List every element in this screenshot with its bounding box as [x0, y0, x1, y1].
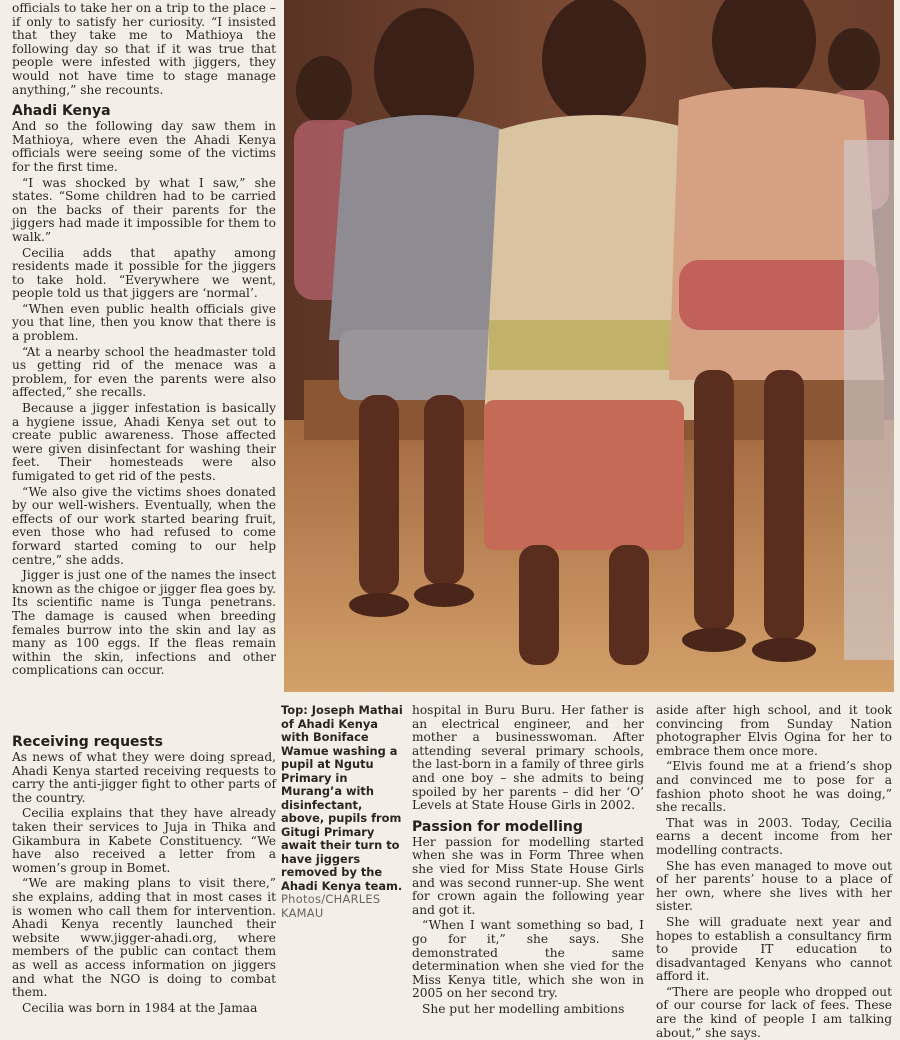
section-heading-receiving-requests: Receiving requests — [12, 734, 163, 750]
article-paragraph: “We are making plans to visit there,” she explains, adding that in most cases it is women who call them for intervention. Ahadi Kenya recently launched their website www.jigger-ahadi.org, where members of the public can contact them as well as access information on jiggers and what the NGO is doing to combat them. — [12, 876, 276, 1000]
photo-caption — [281, 704, 405, 920]
article-paragraph: That was in 2003. Today, Cecilia earns a decent income from her modelling contracts. — [656, 815, 892, 857]
article-paragraph: aside after high school, and it took convincing from Sunday Nation photographer Elvis Ogina for her to embrace them once more. — [656, 703, 892, 758]
article-paragraph: She will graduate next year and hopes to establish a consultancy firm to provide IT education to disadvantaged Kenyans who cannot afford it. — [656, 914, 892, 984]
caption-text: Top: Joseph Mathai of Ahadi Kenya with Boniface Wamue washing a pupil at Ngutu Primary in Murang’a with disinfectant, above, pupils from Gitugi Primary await their turn to have jiggers removed by the Ahadi Kenya team. — [281, 703, 403, 893]
section-heading-passion-for-modelling: Passion for modelling — [412, 818, 583, 835]
article-paragraph: “At a nearby school the headmaster told us getting rid of the menace was a problem, for even the parents were also affected,” she recalls. — [12, 344, 276, 400]
article-paragraph: Because a jigger infestation is basically a hygiene issue, Ahadi Kenya set out to create public awareness. Those affected were given disinfectant for washing their feet. Their homesteads were also fumigated to get rid of the pests. — [12, 401, 276, 483]
article-paragraph: “I was shocked by what I saw,” she states. “Some children had to be carried on the backs of their parents for the jiggers had made it impossible for them to walk.” — [12, 175, 276, 244]
article-paragraph: “When I want something so bad, I go for it,” she says. She demonstrated the same determination when she vied for the Miss Kenya title, which she won in 2005 on her second try. — [412, 918, 644, 1001]
article-paragraph: As news of what they were doing spread, Ahadi Kenya started receiving requests to carry the anti-jigger fight to other parts of the country. — [12, 750, 276, 805]
article-paragraph: hospital in Buru Buru. Her father is an electrical engineer, and her mother a businesswoman. After attending several primary schools, the last-born in a family of three girls and one boy – she admits to being spoiled by her parents – did her ‘O’ Levels at State House Girls in 2002. — [412, 703, 644, 813]
article-paragraph: “Elvis found me at a friend’s shop and convinced me to pose for a fashion photo shoot he was doing,” she recalls. — [656, 759, 892, 815]
article-paragraph: Cecilia was born in 1984 at the Jamaa — [22, 1000, 258, 1015]
article-paragraph: “When even public health officials give you that line, then you know that there is a problem. — [12, 301, 276, 344]
children-photo — [284, 0, 894, 692]
article-column-1 — [12, 2, 276, 712]
article-paragraph: Jigger is just one of the names the insect known as the chigoe or jigger flea goes by. Its scientific name is Tunga penetrans. The damage is caused when breeding females burrow into the skin and lay as many as 100 eggs. If the fleas remain within the skin, infections and other complications can occur. — [12, 568, 276, 678]
article-column-1-bottom — [12, 728, 276, 1020]
article-paragraph: “We also give the victims shoes donated by our well-wishers. Eventually, when the effects of our work started bearing fruit, even those who had refused to come forward started coming to our help centre,” she adds. — [12, 484, 276, 567]
article-paragraph: And so the following day saw them in Mathioya, where even the Ahadi Kenya officials were seeing some of the victims for the first time. — [12, 119, 276, 174]
photo-credit: Photos/CHARLES KAMAU — [281, 892, 381, 920]
article-paragraph: She put her modelling ambitions — [422, 1001, 625, 1016]
article-paragraph: Cecilia adds that apathy among residents made it possible for the jiggers to take hold. “Everywhere we went, people told us that jiggers are ‘normal’. — [12, 245, 276, 301]
article-paragraph: Cecilia explains that they have already taken their services to Juja in Thika and Gikambura in Kabete Constituency. “We have also received a letter from a women’s group in Bomet. — [12, 806, 276, 875]
article-column-2 — [412, 704, 644, 1019]
section-heading-ahadi-kenya: Ahadi Kenya — [12, 103, 111, 120]
article-paragraph: officials to take her on a trip to the place – if only to satisfy her curiosity. “I insisted that they take me to Mathioya the following day so that if it was true that people were infested with jiggers, they would not have time to stage manage anything,” she recounts. — [12, 1, 276, 97]
article-paragraph: She has even managed to move out of her parents’ house to a place of her own, where she lives with her sister. — [656, 858, 892, 914]
article-paragraph: “There are people who dropped out of our course for lack of fees. These are the kind of people I am talking about,” she says. — [656, 984, 892, 1040]
article-paragraph: Her passion for modelling started when she was in Form Three when she vied for Miss State House Girls and was second runner-up. She went for crown again the following year and got it. — [412, 834, 644, 917]
article-column-3 — [656, 703, 892, 1040]
photo-illustration — [284, 0, 894, 692]
